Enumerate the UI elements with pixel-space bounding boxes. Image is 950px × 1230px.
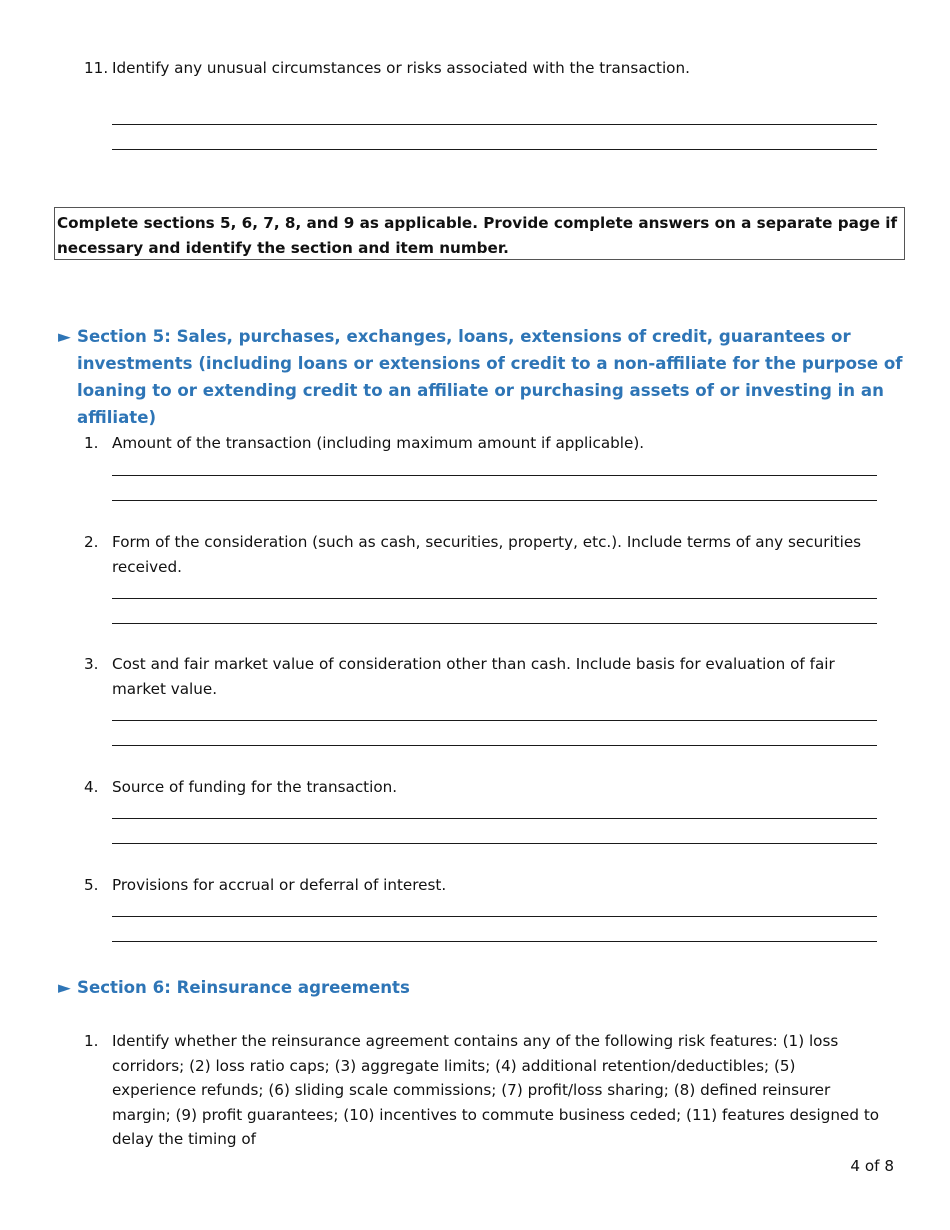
page-number: 4 of 8 [850,1157,894,1175]
item-number: 2. [84,533,99,551]
item-text: Cost and fair market value of consideration other than cash. Include basis for evaluation of fair market value. [112,655,835,698]
item-number: 3. [84,655,99,673]
answer-line[interactable] [112,475,877,476]
instructions-notice: Complete sections 5, 6, 7, 8, and 9 as applicable. Provide complete answers on a separate page if necessary and identify the section and item number. [54,207,905,260]
item-number: 4. [84,778,99,796]
item-number: 1. [84,434,99,452]
item-text: Identify any unusual circumstances or risks associated with the transaction. [112,59,690,77]
item-text: Provisions for accrual or deferral of interest. [112,876,447,894]
section-6-title: Section 6: Reinsurance agreements [77,978,410,997]
item-number: 1. [84,1032,99,1050]
answer-line[interactable] [112,500,877,501]
answer-line[interactable] [112,720,877,721]
answer-line[interactable] [112,623,877,624]
section-5-heading[interactable] [58,323,908,431]
answer-line[interactable] [112,745,877,746]
triangle-right-icon: ► [58,327,71,346]
item-text: Amount of the transaction (including maximum amount if applicable). [112,434,645,452]
item-number: 11. [84,59,109,77]
section-5-title: Section 5: Sales, purchases, exchanges, loans, extensions of credit, guarantees or investments (including loans or extensions of credit to a non-affiliate for the purpose of loaning to or extending credit to an affiliate or purchasing assets of or investing in an affiliate) [77,327,903,427]
triangle-right-icon: ► [58,978,71,997]
item-text: Form of the consideration (such as cash, securities, property, etc.). Include terms of any securities received. [112,533,862,576]
answer-line[interactable] [112,916,877,917]
answer-line[interactable] [112,124,877,125]
section-6-heading[interactable] [58,974,908,1001]
answer-line[interactable] [112,941,877,942]
answer-line[interactable] [112,149,877,150]
item-text: Source of funding for the transaction. [112,778,398,796]
item-text: Identify whether the reinsurance agreement contains any of the following risk features: (1) loss corridors; (2) loss ratio caps; (3) aggregate limits; (4) additional retention/deductibles; (5) experience refunds; (6) sliding scale commissions; (7) profit/loss sharing; (8) defined reinsurer margin; (9) profit guarantees; (10) incentives to commute business ceded; (11) features designed to delay the timing of [112,1032,880,1148]
item-number: 5. [84,876,99,894]
answer-line[interactable] [112,818,877,819]
answer-line[interactable] [112,843,877,844]
answer-line[interactable] [112,598,877,599]
